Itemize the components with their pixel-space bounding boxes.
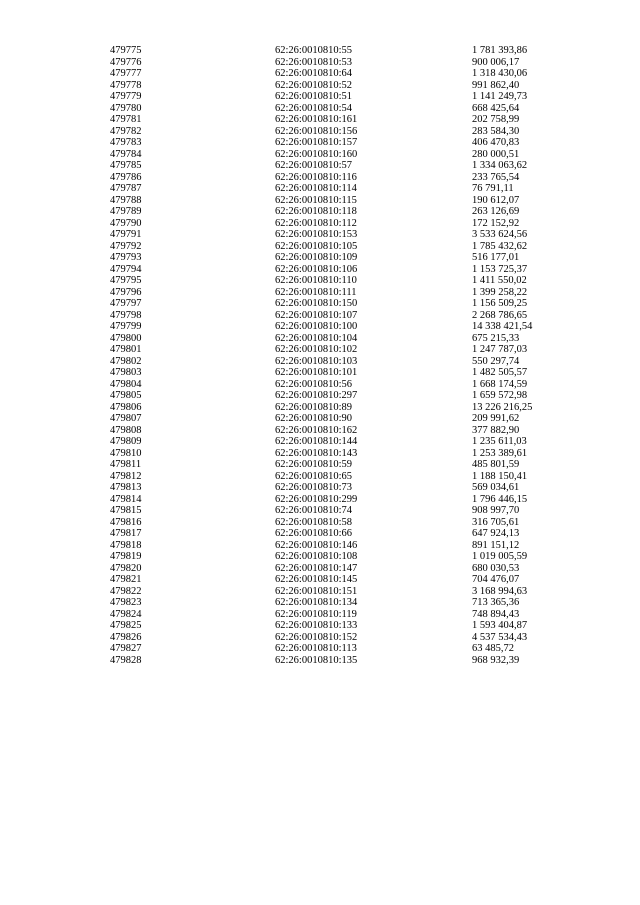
- cadastral-number: 62:26:0010810:65: [275, 470, 353, 482]
- table-row: [0, 620, 640, 632]
- table-row: [0, 436, 640, 448]
- cadastral-value: 406 470,83: [472, 137, 520, 148]
- row-number: 479801: [110, 344, 142, 355]
- row-number: 479823: [110, 597, 142, 608]
- cadastral-number: 62:26:0010810:115: [275, 194, 357, 206]
- row-number: 479788: [110, 194, 142, 206]
- cadastral-value: 283 584,30: [472, 125, 520, 137]
- cadastral-number: 62:26:0010810:100: [275, 321, 358, 332]
- cadastral-value: 3 168 994,63: [472, 585, 528, 597]
- row-number: 479812: [110, 470, 142, 482]
- table-row: [0, 390, 640, 402]
- cadastral-value: 209 991,62: [472, 413, 520, 424]
- cadastral-number: 62:26:0010810:134: [275, 597, 358, 608]
- cadastral-value: 1 318 430,06: [472, 68, 528, 79]
- cadastral-number: 62:26:0010810:110: [275, 275, 357, 286]
- table-row: [0, 229, 640, 241]
- row-number: 479818: [110, 539, 142, 551]
- table-row: [0, 528, 640, 540]
- cadastral-value: 1 482 505,57: [472, 367, 528, 378]
- table-row: [0, 149, 640, 161]
- cadastral-number: 62:26:0010810:108: [275, 551, 358, 562]
- table-row: [0, 609, 640, 621]
- table-row: [0, 252, 640, 264]
- table-row: [0, 643, 640, 655]
- cadastral-value: 280 000,51: [472, 148, 520, 160]
- cadastral-number: 62:26:0010810:66: [275, 528, 353, 539]
- cadastral-number: 62:26:0010810:161: [275, 114, 358, 125]
- row-number: 479799: [110, 321, 142, 332]
- cadastral-value: 516 177,01: [472, 252, 520, 263]
- row-number: 479786: [110, 171, 142, 183]
- cadastral-value: 968 932,39: [472, 654, 520, 666]
- cadastral-number: 62:26:0010810:135: [275, 654, 358, 666]
- cadastral-number: 62:26:0010810:107: [275, 309, 358, 321]
- cadastral-number: 62:26:0010810:58: [275, 516, 353, 528]
- cadastral-number: 62:26:0010810:104: [275, 332, 358, 344]
- cadastral-number: 62:26:0010810:105: [275, 240, 358, 252]
- table-row: [0, 655, 640, 667]
- table-row: [0, 425, 640, 437]
- row-number: 479803: [110, 367, 142, 378]
- cadastral-number: 62:26:0010810:52: [275, 79, 353, 91]
- cadastral-number: 62:26:0010810:156: [275, 125, 358, 137]
- row-number: 479781: [110, 114, 142, 125]
- row-number: 479822: [110, 585, 142, 597]
- table-row: [0, 471, 640, 483]
- cadastral-number: 62:26:0010810:119: [275, 608, 357, 620]
- cadastral-value: 1 188 150,41: [472, 470, 528, 482]
- table-row: [0, 356, 640, 368]
- cadastral-number: 62:26:0010810:113: [275, 643, 357, 654]
- row-number: 479797: [110, 298, 142, 309]
- table-row: [0, 103, 640, 115]
- cadastral-value: 377 882,90: [472, 424, 520, 436]
- table-row: [0, 448, 640, 460]
- table-row: [0, 632, 640, 644]
- row-number: 479816: [110, 516, 142, 528]
- cadastral-value: 190 612,07: [472, 194, 520, 206]
- table-row: [0, 298, 640, 310]
- row-number: 479780: [110, 102, 142, 114]
- table-row: [0, 563, 640, 575]
- table-row: [0, 80, 640, 92]
- row-number: 479794: [110, 263, 142, 275]
- cadastral-number: 62:26:0010810:297: [275, 390, 358, 401]
- cadastral-number: 62:26:0010810:56: [275, 378, 353, 390]
- table-row: [0, 137, 640, 149]
- cadastral-value: 668 425,64: [472, 102, 520, 114]
- table-row: [0, 206, 640, 218]
- table-row: [0, 183, 640, 195]
- cadastral-number: 62:26:0010810:64: [275, 68, 353, 79]
- table-row: [0, 126, 640, 138]
- row-number: 479815: [110, 505, 142, 516]
- table-row: [0, 379, 640, 391]
- table-row: [0, 195, 640, 207]
- table-row: [0, 321, 640, 333]
- cadastral-value: 1 781 393,86: [472, 45, 528, 56]
- cadastral-number: 62:26:0010810:89: [275, 401, 353, 413]
- cadastral-number: 62:26:0010810:152: [275, 631, 358, 643]
- cadastral-value: 569 034,61: [472, 482, 520, 493]
- table-row: [0, 275, 640, 287]
- cadastral-number: 62:26:0010810:299: [275, 493, 358, 505]
- row-number: 479809: [110, 436, 142, 447]
- cadastral-number: 62:26:0010810:57: [275, 160, 353, 171]
- cadastral-number: 62:26:0010810:53: [275, 56, 353, 68]
- cadastral-number: 62:26:0010810:143: [275, 447, 358, 459]
- row-number: 479814: [110, 493, 142, 505]
- cadastral-number: 62:26:0010810:146: [275, 539, 358, 551]
- table-row: [0, 310, 640, 322]
- cadastral-value: 1 247 787,03: [472, 344, 528, 355]
- row-number: 479806: [110, 401, 142, 413]
- row-number: 479808: [110, 424, 142, 436]
- cadastral-value: 1 411 550,02: [472, 275, 527, 286]
- cadastral-number: 62:26:0010810:112: [275, 217, 357, 229]
- cadastral-number: 62:26:0010810:111: [275, 286, 357, 298]
- row-number: 479810: [110, 447, 142, 459]
- table-row: [0, 172, 640, 184]
- cadastral-value: 13 226 216,25: [472, 401, 533, 413]
- cadastral-value: 1 156 509,25: [472, 298, 528, 309]
- cadastral-value: 550 297,74: [472, 355, 520, 367]
- row-number: 479798: [110, 309, 142, 321]
- cadastral-value: 675 215,33: [472, 332, 520, 344]
- row-number: 479811: [110, 459, 142, 470]
- cadastral-number: 62:26:0010810:59: [275, 459, 353, 470]
- row-number: 479828: [110, 654, 142, 666]
- table-row: [0, 344, 640, 356]
- table-row: [0, 333, 640, 345]
- cadastral-value: 1 399 258,22: [472, 286, 528, 298]
- table-row: [0, 574, 640, 586]
- cadastral-number: 62:26:0010810:106: [275, 263, 358, 275]
- row-number: 479783: [110, 137, 142, 148]
- row-number: 479793: [110, 252, 142, 263]
- cadastral-value: 316 705,61: [472, 516, 520, 528]
- row-number: 479784: [110, 148, 142, 160]
- cadastral-number: 62:26:0010810:109: [275, 252, 358, 263]
- table-row: [0, 68, 640, 80]
- cadastral-value: 908 997,70: [472, 505, 520, 516]
- cadastral-number: 62:26:0010810:74: [275, 505, 353, 516]
- cadastral-value: 4 537 534,43: [472, 631, 528, 643]
- table-row: [0, 540, 640, 552]
- row-number: 479790: [110, 217, 142, 229]
- cadastral-number: 62:26:0010810:101: [275, 367, 358, 378]
- cadastral-value: 1 153 725,37: [472, 263, 528, 275]
- cadastral-number: 62:26:0010810:133: [275, 620, 358, 631]
- cadastral-number: 62:26:0010810:157: [275, 137, 358, 148]
- cadastral-value: 1 593 404,87: [472, 620, 528, 631]
- table-row: [0, 551, 640, 563]
- cadastral-number: 62:26:0010810:160: [275, 148, 358, 160]
- row-number: 479785: [110, 160, 142, 171]
- row-number: 479782: [110, 125, 142, 137]
- cadastral-value: 76 791,11: [472, 183, 514, 194]
- table-row: [0, 114, 640, 126]
- cadastral-value: 1 796 446,15: [472, 493, 528, 505]
- table-row: [0, 459, 640, 471]
- cadastral-value: 233 765,54: [472, 171, 520, 183]
- cadastral-value: 1 253 389,61: [472, 447, 528, 459]
- cadastral-number: 62:26:0010810:51: [275, 91, 353, 102]
- row-number: 479800: [110, 332, 142, 344]
- cadastral-value: 647 924,13: [472, 528, 520, 539]
- cadastral-value-table: [0, 45, 640, 666]
- cadastral-value: 991 862,40: [472, 79, 520, 91]
- cadastral-value: 704 476,07: [472, 574, 520, 585]
- cadastral-value: 63 485,72: [472, 643, 514, 654]
- cadastral-value: 14 338 421,54: [472, 321, 533, 332]
- row-number: 479824: [110, 608, 142, 620]
- cadastral-number: 62:26:0010810:103: [275, 355, 358, 367]
- row-number: 479778: [110, 79, 142, 91]
- table-row: [0, 241, 640, 253]
- row-number: 479795: [110, 275, 142, 286]
- cadastral-number: 62:26:0010810:162: [275, 424, 358, 436]
- row-number: 479789: [110, 206, 142, 217]
- cadastral-value: 713 365,36: [472, 597, 520, 608]
- row-number: 479779: [110, 91, 142, 102]
- row-number: 479826: [110, 631, 142, 643]
- row-number: 479805: [110, 390, 142, 401]
- cadastral-value: 1 668 174,59: [472, 378, 528, 390]
- cadastral-number: 62:26:0010810:144: [275, 436, 358, 447]
- cadastral-value: 202 758,99: [472, 114, 520, 125]
- cadastral-number: 62:26:0010810:55: [275, 45, 353, 56]
- table-row: [0, 218, 640, 230]
- cadastral-value: 680 030,53: [472, 562, 520, 574]
- cadastral-value: 1 785 432,62: [472, 240, 528, 252]
- row-number: 479807: [110, 413, 142, 424]
- row-number: 479791: [110, 229, 142, 240]
- row-number: 479821: [110, 574, 142, 585]
- cadastral-number: 62:26:0010810:153: [275, 229, 358, 240]
- table-row: [0, 482, 640, 494]
- row-number: 479813: [110, 482, 142, 493]
- table-row: [0, 57, 640, 69]
- cadastral-value: 1 141 249,73: [472, 91, 528, 102]
- table-row: [0, 287, 640, 299]
- cadastral-value: 485 801,59: [472, 459, 520, 470]
- table-row: [0, 413, 640, 425]
- cadastral-number: 62:26:0010810:145: [275, 574, 358, 585]
- row-number: 479817: [110, 528, 142, 539]
- row-number: 479819: [110, 551, 142, 562]
- cadastral-value: 2 268 786,65: [472, 309, 528, 321]
- row-number: 479775: [110, 45, 142, 56]
- table-row: [0, 586, 640, 598]
- cadastral-number: 62:26:0010810:151: [275, 585, 358, 597]
- cadastral-number: 62:26:0010810:150: [275, 298, 358, 309]
- table-row: [0, 264, 640, 276]
- cadastral-number: 62:26:0010810:102: [275, 344, 358, 355]
- row-number: 479777: [110, 68, 142, 79]
- row-number: 479827: [110, 643, 142, 654]
- row-number: 479792: [110, 240, 142, 252]
- cadastral-value: 748 894,43: [472, 608, 520, 620]
- table-row: [0, 45, 640, 57]
- table-row: [0, 402, 640, 414]
- cadastral-value: 3 533 624,56: [472, 229, 528, 240]
- row-number: 479796: [110, 286, 142, 298]
- cadastral-number: 62:26:0010810:116: [275, 171, 357, 183]
- table-row: [0, 597, 640, 609]
- cadastral-value: 1 019 005,59: [472, 551, 528, 562]
- cadastral-number: 62:26:0010810:54: [275, 102, 353, 114]
- cadastral-number: 62:26:0010810:73: [275, 482, 353, 493]
- row-number: 479802: [110, 355, 142, 367]
- cadastral-value: 172 152,92: [472, 217, 520, 229]
- cadastral-number: 62:26:0010810:147: [275, 562, 358, 574]
- row-number: 479804: [110, 378, 142, 390]
- table-row: [0, 160, 640, 172]
- cadastral-value: 900 006,17: [472, 56, 520, 68]
- row-number: 479787: [110, 183, 142, 194]
- table-row: [0, 91, 640, 103]
- cadastral-value: 1 235 611,03: [472, 436, 527, 447]
- cadastral-number: 62:26:0010810:118: [275, 206, 357, 217]
- table-row: [0, 367, 640, 379]
- row-number: 479825: [110, 620, 142, 631]
- cadastral-number: 62:26:0010810:114: [275, 183, 357, 194]
- row-number: 479820: [110, 562, 142, 574]
- table-row: [0, 494, 640, 506]
- cadastral-number: 62:26:0010810:90: [275, 413, 353, 424]
- row-number: 479776: [110, 56, 142, 68]
- cadastral-value: 1 334 063,62: [472, 160, 528, 171]
- cadastral-value: 263 126,69: [472, 206, 520, 217]
- cadastral-value: 891 151,12: [472, 539, 520, 551]
- table-row: [0, 505, 640, 517]
- table-row: [0, 517, 640, 529]
- cadastral-value: 1 659 572,98: [472, 390, 528, 401]
